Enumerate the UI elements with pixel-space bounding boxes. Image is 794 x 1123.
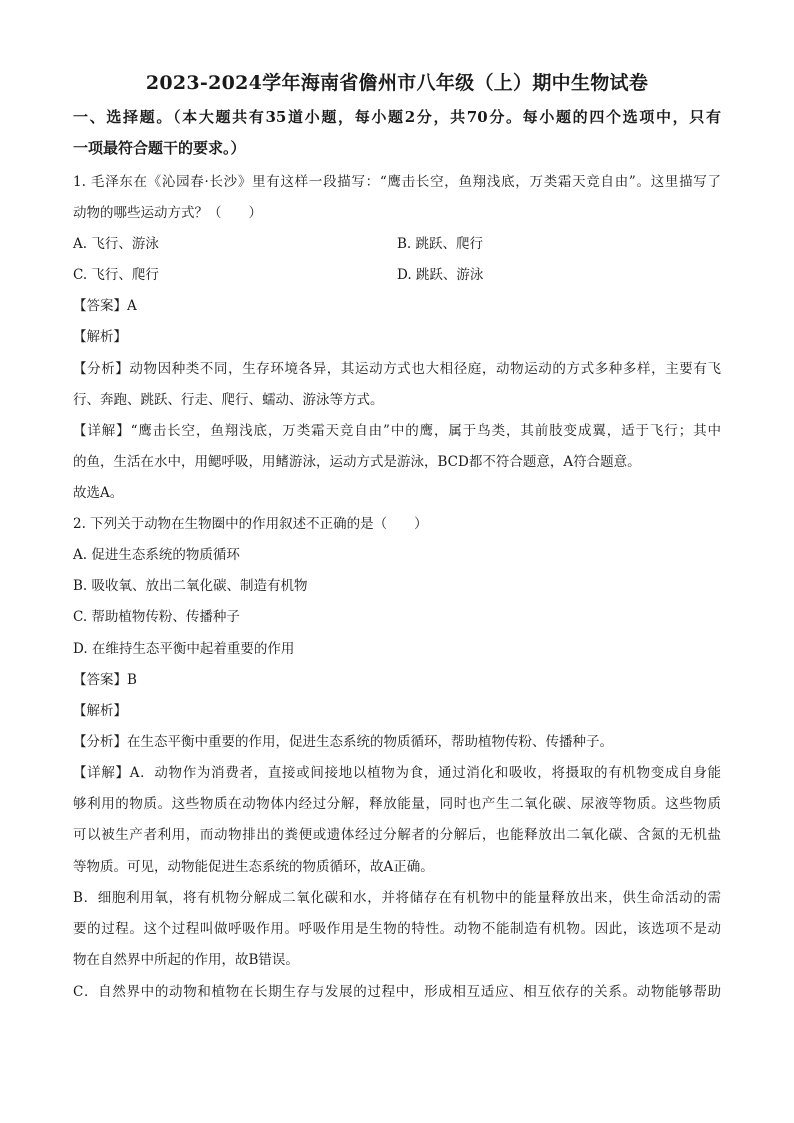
q1-option-a: A. 飞行、游泳 [73, 236, 159, 252]
q2-xiangjie-b-line3: 物在自然界中所起的作用，故B错误。 [73, 952, 299, 968]
q2-answer: 【答案】B [73, 672, 137, 688]
section-heading-line2: 一项最符合题干的要求。） [73, 139, 246, 157]
q1-stem-line1: 1. 毛泽东在《沁园春·长沙》里有这样一段描写：“鹰击长空，鱼翔浅底，万类霜天竞自由”。这里描写了 [73, 174, 721, 190]
q1-xiangjie-line2: 的鱼，生活在水中，用鳃呼吸，用鳍游泳，运动方式是游泳，BCD都不符合题意，A符合题意。 [73, 454, 641, 470]
q2-option-b: B. 吸收氧、放出二氧化碳、制造有机物 [73, 578, 308, 594]
q1-option-d: D. 跳跃、游泳 [397, 267, 484, 283]
q1-fenxi-line1: 【分析】动物因种类不同，生存环境各异，其运动方式也大相径庭，动物运动的方式多种多样，主要有飞 [73, 361, 721, 377]
q2-xiangjie-b-line1: B．细胞利用氧，将有机物分解成二氧化碳和水，并将储存在有机物中的能量释放出来，供生命活动的需 [73, 890, 721, 906]
q2-option-c: C. 帮助植物传粉、传播种子 [73, 609, 240, 625]
q2-xiangjie-b-line2: 要的过程。这个过程叫做呼吸作用。呼吸作用是生物的特性。动物不能制造有机物。因此，该选项不是动 [73, 921, 721, 937]
q1-option-c: C. 飞行、爬行 [73, 267, 159, 283]
page-title: 2023-2024学年海南省儋州市八年级（上）期中生物试卷 [145, 72, 649, 94]
q1-option-b: B. 跳跃、爬行 [397, 236, 484, 252]
q2-option-a: A. 促进生态系统的物质循环 [73, 547, 240, 563]
q2-xiangjie-a-line2: 够利用的物质。这些物质在动物体内经过分解，释放能量，同时也产生二氧化碳、尿液等物质。这些物质 [73, 796, 721, 812]
q1-answer: 【答案】A [73, 298, 137, 314]
q1-stem-line2: 动物的哪些运动方式？（ ） [73, 205, 262, 221]
q1-xiangjie-line1: 【详解】“鹰击长空，鱼翔浅底，万类霜天竞自由”中的鹰，属于鸟类，其前肢变成翼，适于飞行；其中 [73, 423, 721, 439]
q2-option-d: D. 在维持生态平衡中起着重要的作用 [73, 641, 295, 657]
q2-xiangjie-a-line1: 【详解】A．动物作为消费者，直接或间接地以植物为食，通过消化和吸收，将摄取的有机物变成自身能 [73, 765, 721, 781]
q1-conclusion: 故选A。 [73, 485, 124, 501]
q2-xiangjie-a-line4: 等物质。可见，动物能促进生态系统的物质循环，故A正确。 [73, 859, 434, 875]
q2-xiangjie-c-line1: C．自然界中的动物和植物在长期生存与发展的过程中，形成相互适应、相互依存的关系。动物能够帮助 [73, 984, 721, 1000]
q1-analysis-label: 【解析】 [73, 329, 127, 345]
q2-fenxi: 【分析】在生态平衡中重要的作用，促进生态系统的物质循环，帮助植物传粉、传播种子。 [73, 734, 613, 750]
q2-stem: 2. 下列关于动物在生物圈中的作用叙述不正确的是（ ） [73, 516, 428, 532]
q2-analysis-label: 【解析】 [73, 703, 127, 719]
section-heading-line1: 一、选择题。（本大题共有35道小题，每小题2分，共70分。每小题的四个选项中，只有 [73, 108, 721, 126]
q1-fenxi-line2: 行、奔跑、跳跃、行走、爬行、蠕动、游泳等方式。 [73, 392, 384, 408]
q2-xiangjie-a-line3: 可以被生产者利用，而动物排出的粪便或遗体经过分解者的分解后，也能释放出二氧化碳、含氮的无机盐 [73, 827, 721, 843]
